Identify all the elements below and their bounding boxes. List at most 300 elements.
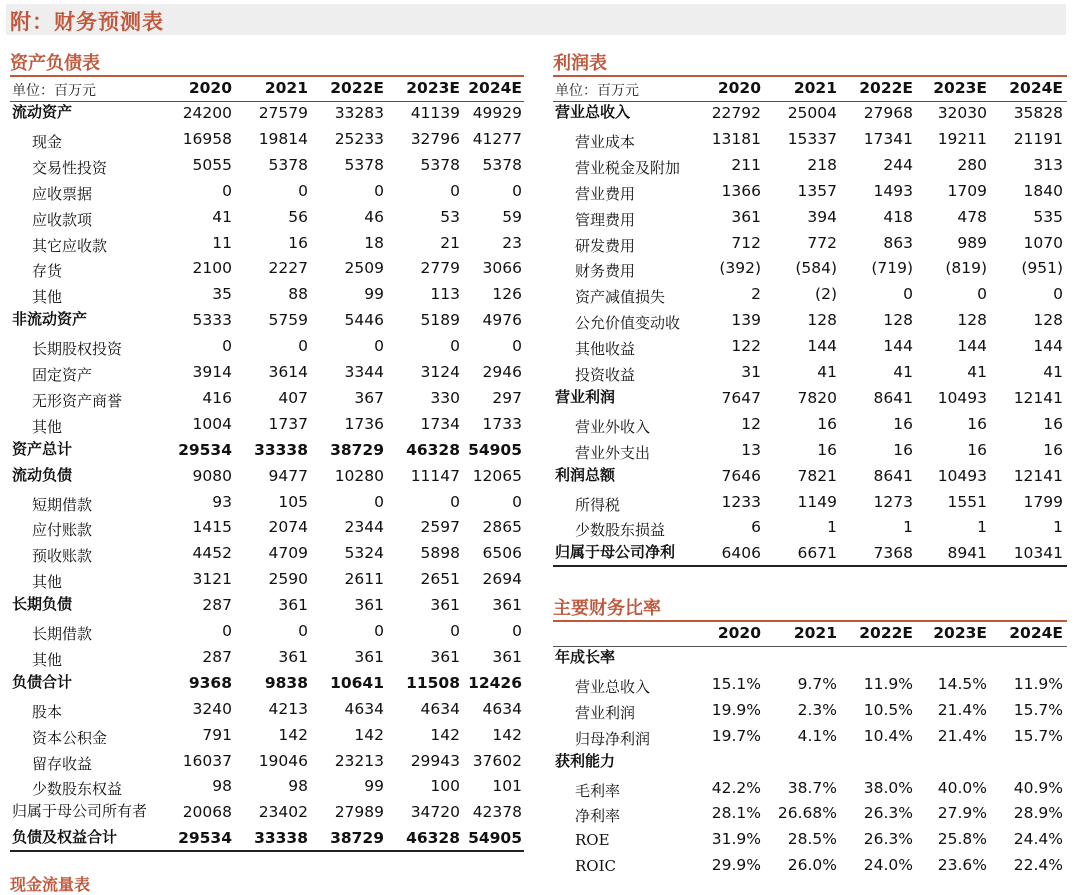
income-row <box>553 515 1067 541</box>
balance-row-label: 无形资产商誉 <box>32 391 123 410</box>
income-cell: 17341 <box>863 129 913 148</box>
balance-row-label: 其他 <box>32 650 63 669</box>
ratios-row-label: 营业总收入 <box>575 677 651 696</box>
income-cell: 244 <box>883 155 913 174</box>
balance-cell: 20068 <box>182 803 232 822</box>
income-cell: 0 <box>1053 285 1063 304</box>
balance-cell: 105 <box>278 492 308 511</box>
balance-row <box>10 386 524 412</box>
balance-cell: 9080 <box>192 466 232 485</box>
income-cell: 16 <box>893 440 913 459</box>
balance-cell: 0 <box>512 492 522 511</box>
balance-cell: 5446 <box>344 311 384 330</box>
balance-cell: 5378 <box>344 155 384 174</box>
balance-cell: 113 <box>430 285 460 304</box>
ratios-cell: 2.3% <box>797 700 837 719</box>
ratios-cell: 15.7% <box>1013 726 1063 745</box>
income-row <box>553 334 1067 360</box>
balance-cell: 46 <box>364 207 384 226</box>
income-cell: 144 <box>1033 337 1063 356</box>
balance-cell: 0 <box>450 622 460 640</box>
income-cell: 21191 <box>1013 129 1063 148</box>
balance-row <box>10 619 524 645</box>
balance-cell: 33338 <box>254 829 308 848</box>
balance-row-label: 资本公积金 <box>32 728 108 747</box>
balance-cell: 93 <box>212 492 232 511</box>
ratios-cell: 40.0% <box>937 778 987 797</box>
ratios-cell: 19.9% <box>711 700 761 719</box>
balance-cell: 297 <box>492 388 522 407</box>
balance-cell: 41139 <box>410 104 460 122</box>
balance-cell: 3614 <box>268 363 308 381</box>
income-cell: 122 <box>731 337 761 356</box>
income-cell: 7820 <box>797 388 837 407</box>
ratios-year-header: 2024E <box>1009 624 1063 642</box>
ratios-cell: 28.5% <box>787 830 837 849</box>
income-cell: 1 <box>977 518 987 537</box>
balance-row-label: 其他 <box>32 417 63 436</box>
balance-cell: 3344 <box>344 363 384 381</box>
income-cell: (392) <box>719 259 761 278</box>
ratios-cell: 26.68% <box>777 804 837 823</box>
ratios-cell: 24.0% <box>863 856 913 875</box>
income-cell: 313 <box>1033 155 1063 174</box>
ratios-cell: 11.9% <box>1013 674 1063 693</box>
ratios-row <box>553 801 1067 827</box>
income-row-label: 营业总收入 <box>555 103 631 121</box>
income-year-header: 2021 <box>793 79 837 97</box>
income-row <box>553 308 1067 334</box>
balance-cell: 0 <box>298 337 308 356</box>
balance-cell: 24200 <box>182 104 232 122</box>
balance-cell: 4452 <box>192 544 232 563</box>
balance-row <box>10 412 524 438</box>
income-cell: 128 <box>1033 311 1063 330</box>
balance-row-label: 应收款项 <box>32 210 93 229</box>
ratios-row-label: 获利能力 <box>555 751 616 770</box>
balance-cell: 35 <box>212 285 232 304</box>
income-cell: 31 <box>741 363 761 381</box>
balance-cell: 53 <box>440 207 460 226</box>
balance-cell: 2509 <box>344 259 384 278</box>
income-cell: 989 <box>957 233 987 252</box>
balance-sheet-header <box>10 75 524 102</box>
income-statement-bottom-rule <box>553 565 1067 567</box>
income-cell: 1551 <box>947 492 987 511</box>
balance-row-label: 归属于母公司所有者 <box>12 802 148 821</box>
balance-cell: 2344 <box>344 518 384 537</box>
ratios-cell: 29.9% <box>711 856 761 875</box>
ratios-row <box>553 750 1067 776</box>
balance-cell: 54905 <box>468 829 522 848</box>
balance-cell: 18 <box>364 233 384 252</box>
income-row-label: 资产减值损失 <box>575 288 666 307</box>
income-row-label: 公允价值变动收 <box>575 314 681 333</box>
income-cell: 16 <box>967 414 987 433</box>
ratios-cell: 22.4% <box>1013 856 1063 875</box>
balance-row-label: 流动资产 <box>12 103 73 121</box>
income-row <box>553 282 1067 308</box>
balance-cell: 3121 <box>192 570 232 589</box>
balance-year-header: 2022E <box>330 79 384 97</box>
balance-sheet-bottom-rule <box>10 850 524 852</box>
balance-cell: 19046 <box>258 751 308 770</box>
balance-row <box>10 697 524 723</box>
balance-cell: 0 <box>222 337 232 356</box>
income-cell: 7368 <box>873 544 913 563</box>
balance-cell: 38729 <box>330 829 384 848</box>
income-row <box>553 153 1067 179</box>
ratios-row-label: 年成长率 <box>555 648 616 666</box>
balance-cell: 4709 <box>268 544 308 563</box>
balance-cell: 5333 <box>192 311 232 330</box>
ratios-cell: 23.6% <box>937 856 987 875</box>
balance-cell: 1734 <box>420 414 460 433</box>
income-cell: 1709 <box>947 181 987 200</box>
balance-cell: 0 <box>374 622 384 640</box>
balance-cell: 11 <box>212 233 232 252</box>
income-cell: 144 <box>957 337 987 356</box>
income-cell: 1 <box>903 518 913 537</box>
balance-cell: 23213 <box>334 751 384 770</box>
ratios-cell: 26.3% <box>863 804 913 823</box>
cut-off-heading: 现金流量表 <box>10 875 91 894</box>
balance-cell: 19814 <box>258 129 308 148</box>
ratios-row-label: ROIC <box>575 857 616 876</box>
balance-cell: 142 <box>492 725 522 744</box>
income-cell: 6671 <box>797 544 837 563</box>
balance-cell: 1004 <box>192 414 232 433</box>
ratios-row <box>553 698 1067 724</box>
income-row-label: 管理费用 <box>575 210 636 229</box>
income-cell: 478 <box>957 207 987 226</box>
ratios-cell: 28.1% <box>711 804 761 823</box>
balance-year-header: 2020 <box>188 79 232 97</box>
income-cell: 1273 <box>873 492 913 511</box>
income-cell: 128 <box>957 311 987 330</box>
balance-cell: 367 <box>354 388 384 407</box>
income-cell: 8941 <box>947 544 987 563</box>
balance-cell: 27989 <box>334 803 384 822</box>
balance-cell: 5189 <box>420 311 460 330</box>
balance-row-label: 负债合计 <box>12 672 73 691</box>
balance-row-label: 固定资产 <box>32 366 93 384</box>
balance-row-label: 长期负债 <box>12 595 73 614</box>
balance-row <box>10 153 524 179</box>
balance-cell: 23402 <box>258 803 308 822</box>
balance-cell: 27579 <box>258 104 308 122</box>
ratios-cell: 14.5% <box>937 674 987 693</box>
balance-cell: 59 <box>502 207 522 226</box>
balance-cell: 29534 <box>178 440 232 459</box>
income-statement-header <box>553 75 1067 102</box>
income-cell: 1366 <box>721 181 761 200</box>
balance-cell: 1736 <box>344 414 384 433</box>
balance-cell: 33283 <box>334 104 384 122</box>
balance-row <box>10 360 524 386</box>
balance-cell: 0 <box>512 622 522 640</box>
balance-cell: 142 <box>430 725 460 744</box>
balance-cell: 99 <box>364 285 384 304</box>
income-cell: 218 <box>807 155 837 174</box>
ratios-cell: 21.4% <box>937 700 987 719</box>
ratios-cell: 15.1% <box>711 674 761 693</box>
balance-cell: 98 <box>288 777 308 796</box>
ratios-row <box>553 853 1067 879</box>
balance-row <box>10 282 524 308</box>
balance-row-label: 其他 <box>32 573 63 592</box>
balance-row-label: 预收账款 <box>32 547 93 566</box>
balance-cell: 5898 <box>420 544 460 563</box>
balance-row <box>10 256 524 282</box>
ratios-cell: 10.5% <box>863 700 913 719</box>
income-cell: 211 <box>731 155 761 174</box>
income-cell: 394 <box>807 207 837 226</box>
balance-row <box>10 671 524 697</box>
income-cell: 0 <box>903 285 913 304</box>
balance-row <box>10 567 524 593</box>
balance-row-label: 存货 <box>32 262 63 281</box>
income-cell: 361 <box>731 207 761 226</box>
income-cell: 863 <box>883 233 913 252</box>
income-cell: (951) <box>1021 259 1063 278</box>
income-cell: 1493 <box>873 181 913 200</box>
balance-cell: 791 <box>202 725 232 744</box>
income-cell: 16 <box>817 414 837 433</box>
income-cell: 144 <box>807 337 837 356</box>
balance-cell: 41277 <box>472 129 522 148</box>
balance-cell: 56 <box>288 207 308 226</box>
balance-cell: 42378 <box>472 803 522 822</box>
balance-cell: 2074 <box>268 518 308 537</box>
income-cell: 772 <box>807 233 837 252</box>
balance-row <box>10 800 524 826</box>
income-cell: 10493 <box>937 466 987 485</box>
balance-row-label: 其他 <box>32 288 63 307</box>
balance-cell: 34720 <box>410 803 460 822</box>
balance-cell: 3240 <box>192 699 232 718</box>
balance-cell: 361 <box>278 596 308 615</box>
ratios-cell: 4.1% <box>797 726 837 745</box>
balance-cell: 12065 <box>472 466 522 485</box>
balance-cell: 416 <box>202 388 232 407</box>
balance-cell: 0 <box>450 337 460 356</box>
income-cell: 10341 <box>1013 544 1063 563</box>
balance-row-label: 资产总计 <box>12 439 73 458</box>
balance-cell: 0 <box>450 492 460 511</box>
balance-cell: 0 <box>222 181 232 200</box>
balance-cell: 5378 <box>482 155 522 174</box>
income-cell: 128 <box>807 311 837 330</box>
income-row-label: 营业费用 <box>575 184 636 203</box>
balance-cell: 41 <box>212 207 232 226</box>
income-statement-title: 利润表 <box>553 53 607 74</box>
income-cell: 13 <box>741 440 761 459</box>
income-row-label: 其他收益 <box>575 340 636 359</box>
balance-row <box>10 515 524 541</box>
ratios-row <box>553 827 1067 853</box>
balance-cell: 1737 <box>268 414 308 433</box>
balance-cell: 11508 <box>406 673 460 692</box>
balance-cell: 49929 <box>472 104 522 122</box>
balance-cell: 99 <box>364 777 384 796</box>
balance-cell: 54905 <box>468 440 522 459</box>
income-cell: (2) <box>815 285 837 304</box>
income-row <box>553 231 1067 257</box>
ratios-cell: 31.9% <box>711 830 761 849</box>
balance-cell: 29534 <box>178 829 232 848</box>
income-cell: 41 <box>967 363 987 381</box>
balance-cell: 361 <box>354 596 384 615</box>
balance-cell: 2611 <box>344 570 384 589</box>
balance-row-label: 留存收益 <box>32 754 93 773</box>
ratios-cell: 11.9% <box>863 674 913 693</box>
income-row <box>553 360 1067 386</box>
income-row <box>553 541 1067 567</box>
balance-cell: 287 <box>202 596 232 615</box>
balance-row-label: 少数股东权益 <box>32 780 123 799</box>
balance-cell: 101 <box>492 777 522 796</box>
balance-row <box>10 749 524 775</box>
balance-cell: 126 <box>492 285 522 304</box>
balance-cell: 46328 <box>406 440 460 459</box>
balance-cell: 2227 <box>268 259 308 278</box>
ratios-cell: 24.4% <box>1013 830 1063 849</box>
ratios-row <box>553 646 1067 672</box>
income-row-label: 研发费用 <box>575 236 636 255</box>
income-cell: 139 <box>731 311 761 330</box>
balance-cell: 2651 <box>420 570 460 589</box>
balance-cell: 37602 <box>472 751 522 770</box>
income-row <box>553 386 1067 412</box>
balance-cell: 33338 <box>254 440 308 459</box>
balance-cell: 0 <box>374 181 384 200</box>
balance-cell: 361 <box>278 647 308 666</box>
income-cell: (719) <box>871 259 913 278</box>
balance-cell: 2779 <box>420 259 460 278</box>
income-cell: 1 <box>827 518 837 537</box>
balance-sheet-title: 资产负债表 <box>10 53 100 74</box>
balance-cell: 361 <box>430 647 460 666</box>
ratios-row-label: 毛利率 <box>575 781 621 800</box>
balance-cell: 0 <box>298 181 308 200</box>
income-cell: 27968 <box>863 104 913 122</box>
balance-row <box>10 464 524 490</box>
balance-row-label: 短期借款 <box>32 495 93 514</box>
balance-cell: 3066 <box>482 259 522 278</box>
income-cell: 15337 <box>787 129 837 148</box>
balance-cell: 0 <box>512 181 522 200</box>
balance-cell: 2946 <box>482 363 522 381</box>
balance-cell: 361 <box>430 596 460 615</box>
balance-cell: 2590 <box>268 570 308 589</box>
balance-cell: 2100 <box>192 259 232 278</box>
ratios-cell: 38.7% <box>787 778 837 797</box>
balance-cell: 9368 <box>188 673 232 692</box>
income-row-label: 归属于母公司净利 <box>555 543 676 562</box>
balance-cell: 4634 <box>344 699 384 718</box>
balance-row-label: 负债及权益合计 <box>12 828 118 847</box>
ratios-year-header: 2021 <box>793 624 837 642</box>
ratios-row <box>553 724 1067 750</box>
balance-cell: 3124 <box>420 363 460 381</box>
balance-cell: 4634 <box>482 699 522 718</box>
income-row-label: 少数股东损益 <box>575 521 666 540</box>
ratios-cell: 10.4% <box>863 726 913 745</box>
balance-cell: 6506 <box>482 544 522 563</box>
balance-row <box>10 541 524 567</box>
balance-cell: 16 <box>288 233 308 252</box>
ratios-cell: 28.9% <box>1013 804 1063 823</box>
balance-cell: 0 <box>450 181 460 200</box>
ratios-title: 主要财务比率 <box>553 598 661 619</box>
balance-cell: 46328 <box>406 829 460 848</box>
income-cell: 32030 <box>937 104 987 122</box>
income-row-label: 营业利润 <box>555 387 616 406</box>
income-row <box>553 256 1067 282</box>
balance-row <box>10 101 524 127</box>
ratios-year-header: 2020 <box>717 624 761 642</box>
balance-cell: 1733 <box>482 414 522 433</box>
balance-cell: 142 <box>278 725 308 744</box>
balance-row-label: 应付账款 <box>32 521 93 540</box>
balance-row-label: 非流动资产 <box>12 310 88 329</box>
ratios-cell: 26.0% <box>787 856 837 875</box>
ratios-cell: 9.7% <box>797 674 837 693</box>
balance-cell: 2694 <box>482 570 522 589</box>
ratios-cell: 27.9% <box>937 804 987 823</box>
balance-cell: 4213 <box>268 699 308 718</box>
income-cell: 8641 <box>873 388 913 407</box>
balance-row <box>10 438 524 464</box>
balance-cell: 5378 <box>420 155 460 174</box>
balance-row <box>10 308 524 334</box>
balance-row <box>10 826 524 852</box>
balance-cell: 361 <box>492 596 522 615</box>
ratios-cell: 26.3% <box>863 830 913 849</box>
ratios-cell: 21.4% <box>937 726 987 745</box>
income-cell: 16 <box>817 440 837 459</box>
income-row <box>553 127 1067 153</box>
balance-row <box>10 334 524 360</box>
income-cell: 16 <box>893 414 913 433</box>
balance-cell: 3914 <box>192 363 232 381</box>
balance-cell: 10280 <box>334 466 384 485</box>
income-row <box>553 179 1067 205</box>
income-cell: 7647 <box>721 388 761 407</box>
ratios-cell: 42.2% <box>711 778 761 797</box>
income-row-label: 营业外支出 <box>575 443 651 462</box>
balance-row-label: 长期借款 <box>32 625 93 643</box>
balance-cell: 38729 <box>330 440 384 459</box>
ratios-year-header: 2023E <box>933 624 987 642</box>
ratios-cell: 19.7% <box>711 726 761 745</box>
income-row <box>553 464 1067 490</box>
income-cell: 1799 <box>1023 492 1063 511</box>
income-cell: 10493 <box>937 388 987 407</box>
balance-row-label: 流动负债 <box>12 465 73 484</box>
page-banner <box>6 4 1066 35</box>
ratios-row <box>553 672 1067 698</box>
income-cell: 0 <box>977 285 987 304</box>
balance-cell: 100 <box>430 777 460 796</box>
balance-unit-label: 单位：百万元 <box>12 83 96 99</box>
balance-cell: 330 <box>430 388 460 407</box>
balance-cell: 361 <box>354 647 384 666</box>
ratios-row <box>553 776 1067 802</box>
balance-row <box>10 490 524 516</box>
income-cell: 6 <box>751 518 761 537</box>
